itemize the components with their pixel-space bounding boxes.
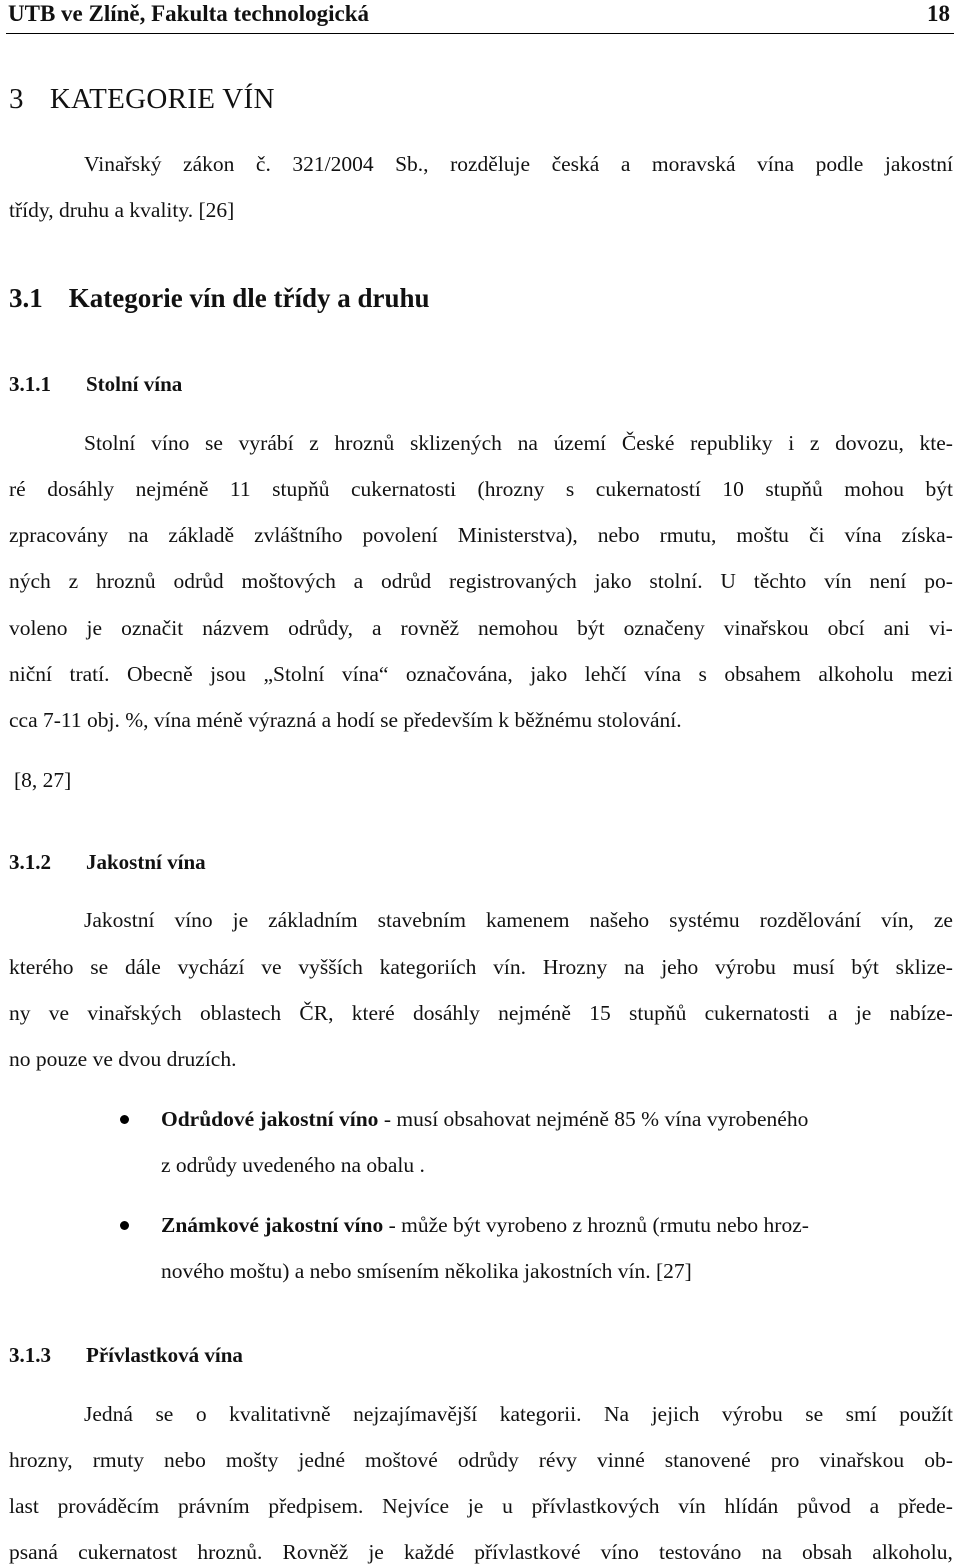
word: Vinařský	[84, 152, 162, 176]
word: systému	[669, 908, 740, 932]
word: smí	[845, 1402, 877, 1426]
word: je	[855, 1001, 872, 1025]
word: s	[565, 477, 575, 501]
intro-line-2: třídy, druhu a kvality. [26]	[9, 198, 235, 222]
bullet-1-line-1: Odrůdové jakostní víno - musí obsahovat nejméně 85 % vína vyrobeného	[161, 1107, 809, 1131]
word: obsah	[801, 1540, 853, 1564]
word: nejméně	[498, 1001, 571, 1025]
word: přívlastkové	[474, 1540, 581, 1564]
word: vína“	[341, 662, 389, 686]
word: ČR,	[299, 1001, 334, 1025]
word: česká	[551, 152, 600, 176]
word: se	[205, 431, 223, 455]
word: hlídán	[724, 1494, 779, 1518]
word: přívlastkových	[531, 1494, 660, 1518]
word: z	[68, 569, 79, 593]
word: se	[805, 1402, 824, 1426]
word: Rovněž	[282, 1540, 349, 1564]
word: nejméně	[135, 477, 209, 501]
word: Stolní	[84, 431, 136, 455]
word: č.	[255, 152, 271, 176]
word: stanovené	[664, 1448, 751, 1472]
word: a	[353, 569, 364, 593]
word: a	[869, 1494, 880, 1518]
word: jako	[530, 662, 568, 686]
word: není	[869, 569, 907, 593]
word: z	[809, 431, 820, 455]
word: ré	[9, 477, 26, 501]
word: názvem	[202, 616, 270, 640]
word: na	[128, 523, 149, 547]
word: se	[90, 955, 109, 979]
word: nemohou	[478, 616, 559, 640]
chapter-number: 3	[9, 83, 24, 115]
word: stolní.	[649, 569, 703, 593]
intro-line-1	[84, 152, 953, 176]
word: kamenem	[485, 908, 570, 932]
word: vyrábí	[238, 431, 294, 455]
word: odrůd	[173, 569, 224, 593]
word: předpisem.	[268, 1494, 364, 1518]
word: Jakostní	[84, 908, 155, 932]
bullet-2-line-2: nového moštu) a nebo smísením několika jakostních vín. [27]	[161, 1259, 692, 1283]
sub2-line-4: no pouze ve dvou druzích.	[9, 1047, 237, 1071]
word: těchto	[753, 569, 807, 593]
word: rozdělování	[759, 908, 862, 932]
word: ob-	[924, 1448, 953, 1472]
word: jakostní	[884, 152, 953, 176]
sub1-line-4	[9, 569, 953, 593]
word: vína	[844, 523, 882, 547]
word: povolení	[362, 523, 438, 547]
word: psaná	[9, 1540, 58, 1564]
word: alkoholu	[818, 662, 894, 686]
word: Hrozny	[542, 955, 608, 979]
subsection-title: Stolní vína	[86, 372, 183, 396]
word: zpracovány	[9, 523, 109, 547]
word: stupňů	[272, 477, 330, 501]
word: ani	[883, 616, 910, 640]
word: moštu	[736, 523, 789, 547]
word: je	[467, 1494, 484, 1518]
word: moštové	[364, 1448, 438, 1472]
word: niční	[9, 662, 52, 686]
word: a	[371, 616, 382, 640]
word: 15	[589, 1001, 611, 1025]
word: vinařskou	[819, 1448, 905, 1472]
word: a	[827, 1001, 838, 1025]
word: hroznů	[95, 569, 156, 593]
word: vín.	[493, 955, 527, 979]
word: vi-	[928, 616, 953, 640]
word: hroznů.	[197, 1540, 263, 1564]
word: víno	[151, 431, 190, 455]
word: 10	[722, 477, 744, 501]
word: kvalitativně	[229, 1402, 331, 1426]
word: výrobu	[721, 1402, 783, 1426]
word: alkoholu,	[872, 1540, 953, 1564]
page-header	[6, 0, 954, 34]
word: ny	[9, 1001, 31, 1025]
word: i	[788, 431, 795, 455]
word: základním	[268, 908, 358, 932]
subsection-heading-2	[9, 850, 206, 875]
sub3-line-2	[9, 1448, 953, 1472]
subsection-heading-3	[9, 1343, 243, 1368]
word: každé	[403, 1540, 455, 1564]
word: révy	[538, 1448, 577, 1472]
word: označeny	[623, 616, 705, 640]
word: právním	[177, 1494, 250, 1518]
word: je	[232, 908, 249, 932]
sub1-line-7: cca 7-11 obj. %, vína méně výrazná a hodí se především k běžnému stolování.	[9, 708, 682, 732]
subsection-heading-1	[9, 372, 182, 397]
word: vín	[678, 1494, 706, 1518]
word: rmutu,	[659, 523, 717, 547]
word: na	[517, 431, 538, 455]
word: České	[621, 431, 675, 455]
word: last	[9, 1494, 39, 1518]
word: stupňů	[628, 1001, 687, 1025]
word: jedné	[298, 1448, 345, 1472]
word: vín	[824, 569, 852, 593]
sub2-line-1	[84, 908, 953, 932]
word: přede-	[897, 1494, 953, 1518]
word: Obecně	[126, 662, 193, 686]
word: musí	[792, 955, 835, 979]
word: výrobu	[715, 955, 776, 979]
word: našeho	[589, 908, 650, 932]
word: použít	[899, 1402, 953, 1426]
word: kterého	[9, 955, 74, 979]
word: rmuty	[92, 1448, 145, 1472]
word: dosáhly	[412, 1001, 480, 1025]
word: vychází	[177, 955, 245, 979]
word: dovozu,	[835, 431, 904, 455]
word: či	[808, 523, 825, 547]
word: registrovaných	[448, 569, 577, 593]
sub3-line-1	[84, 1402, 953, 1426]
word: označována,	[405, 662, 513, 686]
word: se	[155, 1402, 174, 1426]
section-number: 3.1	[9, 283, 43, 313]
word: hroznů	[334, 431, 395, 455]
word: ve	[48, 1001, 70, 1025]
subsection-number: 3.1.2	[9, 850, 51, 874]
word: nebo	[597, 523, 640, 547]
word: stupňů	[765, 477, 823, 501]
word: vína	[757, 152, 795, 176]
word: vinařskou	[723, 616, 809, 640]
word: označit	[121, 616, 184, 640]
word: jako	[594, 569, 632, 593]
word: pro	[770, 1448, 800, 1472]
sub3-line-3	[9, 1494, 953, 1518]
word: kategorii.	[499, 1402, 582, 1426]
bullet-term: Známkové jakostní víno	[161, 1213, 384, 1237]
word: z	[309, 431, 319, 455]
word: u	[502, 1494, 513, 1518]
chapter-title: KATEGORIE VÍN	[49, 83, 275, 115]
word: na	[761, 1540, 782, 1564]
word: „Stolní	[263, 662, 325, 686]
word: je	[368, 1540, 384, 1564]
word: cukernatosti	[704, 1001, 810, 1025]
word: hrozny,	[9, 1448, 73, 1472]
word: U	[720, 569, 736, 593]
bullet-2-line-1: Známkové jakostní víno - může být vyrobeno z hroznů (rmutu nebo hroz-	[161, 1213, 809, 1237]
word: ných	[9, 569, 51, 593]
page-number: 18	[927, 1, 950, 26]
word: lehčí	[584, 662, 627, 686]
word: Nejvíce	[382, 1494, 449, 1518]
word: dále	[124, 955, 161, 979]
sub1-line-3	[9, 523, 953, 547]
word: víno	[600, 1540, 639, 1564]
word: je	[86, 616, 103, 640]
sub1-citation: [8, 27]	[14, 768, 72, 792]
bullet-icon	[120, 1221, 129, 1230]
word: nabíze-	[889, 1001, 953, 1025]
word: o	[195, 1402, 207, 1426]
word: stavebním	[377, 908, 466, 932]
word: obcí	[827, 616, 865, 640]
word: ve	[261, 955, 282, 979]
word: Sb.,	[395, 152, 429, 176]
word: sklizených	[409, 431, 502, 455]
word: Na	[604, 1402, 630, 1426]
word: nebo	[164, 1448, 206, 1472]
subsection-title: Jakostní vína	[86, 850, 206, 874]
word: po-	[924, 569, 953, 593]
chapter-heading	[9, 83, 275, 116]
word: odrůdy	[457, 1448, 519, 1472]
word: být	[851, 955, 879, 979]
word: 321/2004	[292, 152, 374, 176]
header-title: UTB ve Zlíně, Fakulta technologická	[8, 1, 369, 26]
word: cukernatost	[78, 1540, 178, 1564]
word: mohou	[844, 477, 904, 501]
bullet-icon	[120, 1115, 129, 1124]
word: rozděluje	[450, 152, 531, 176]
word: vína	[644, 662, 682, 686]
word: testováno	[659, 1540, 742, 1564]
word: mošty	[225, 1448, 279, 1472]
word: být	[925, 477, 953, 501]
word: voleno	[9, 616, 68, 640]
word: sklize-	[895, 955, 953, 979]
sub2-line-3	[9, 1001, 953, 1025]
word: odrůd	[381, 569, 432, 593]
word: Jedná	[84, 1402, 133, 1426]
word: být	[577, 616, 605, 640]
sub2-line-2	[9, 955, 953, 979]
word: republiky	[690, 431, 773, 455]
word: mezi	[911, 662, 953, 686]
word: cukernatosti	[350, 477, 457, 501]
word: obsahem	[724, 662, 801, 686]
word: (hrozny	[477, 477, 545, 501]
word: nejzajímavější	[353, 1402, 478, 1426]
word: ze	[933, 908, 953, 932]
word: kte-	[919, 431, 953, 455]
bullet-term: Odrůdové jakostní víno	[161, 1107, 379, 1131]
word: 11	[229, 477, 251, 501]
word: vín,	[881, 908, 914, 932]
sub1-line-2	[9, 477, 953, 501]
word: tratí.	[69, 662, 110, 686]
word: na	[624, 955, 645, 979]
word: s	[698, 662, 707, 686]
word: a	[620, 152, 631, 176]
word: území	[553, 431, 607, 455]
word: základě	[168, 523, 235, 547]
bullet-1-line-2: z odrůdy uvedeného na obalu .	[161, 1153, 425, 1177]
sub3-line-4	[9, 1540, 953, 1564]
section-title: Kategorie vín dle třídy a druhu	[68, 283, 430, 313]
section-heading	[9, 283, 430, 314]
word: vinné	[596, 1448, 645, 1472]
sub1-line-5	[9, 616, 953, 640]
word: jsou	[210, 662, 246, 686]
word: oblastech	[199, 1001, 282, 1025]
subsection-title: Přívlastková vína	[86, 1343, 243, 1367]
word: jejich	[651, 1402, 700, 1426]
word: rovněž	[400, 616, 460, 640]
word: víno	[174, 908, 213, 932]
word: cukernatostí	[595, 477, 701, 501]
word: kategoriích	[379, 955, 477, 979]
word: podle	[815, 152, 864, 176]
word: zvláštního	[254, 523, 343, 547]
word: moravská	[651, 152, 736, 176]
word: Ministerstva),	[457, 523, 578, 547]
word: dosáhly	[47, 477, 115, 501]
word: vyšších	[298, 955, 363, 979]
word: jeho	[661, 955, 699, 979]
word: moštových	[241, 569, 336, 593]
word: které	[351, 1001, 395, 1025]
subsection-number: 3.1.1	[9, 372, 51, 396]
word: získa-	[901, 523, 953, 547]
word: vinařských	[87, 1001, 182, 1025]
sub1-line-6	[9, 662, 953, 686]
sub1-line-1	[84, 431, 953, 455]
word: odrůdy,	[288, 616, 353, 640]
word: prováděcím	[57, 1494, 160, 1518]
word: původ	[797, 1494, 851, 1518]
subsection-number: 3.1.3	[9, 1343, 51, 1367]
word: zákon	[183, 152, 235, 176]
